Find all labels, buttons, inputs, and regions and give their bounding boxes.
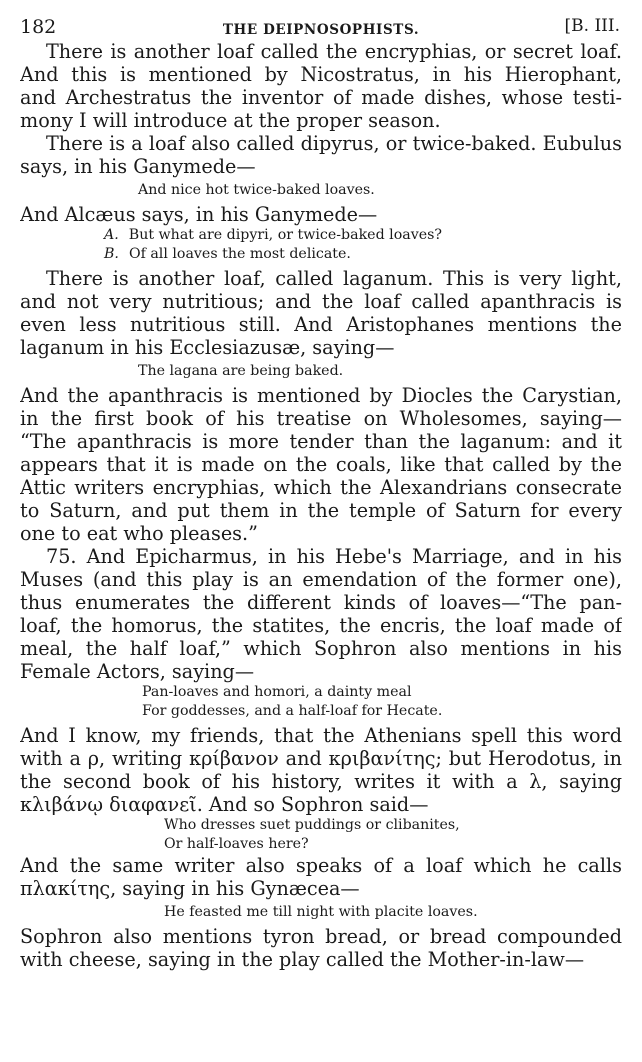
verse-line: Who dresses suet puddings or clibanites,: [164, 817, 460, 833]
paragraph-athenians-spelling: [20, 724, 622, 816]
speaker-label: A.: [104, 227, 119, 243]
text-line: and not very nutritious; and the loaf called apanthracis is: [20, 290, 622, 313]
verse-line: Or half-loaves here?: [164, 836, 309, 852]
text-line: says, in his Ganymede—: [20, 155, 256, 178]
text-line: even less nutritious still. And Aristophanes mentions the: [20, 313, 622, 336]
paragraph-dipyrus: [20, 132, 622, 178]
text-line: meal, the half loaf,” which Sophron also mentions in his: [20, 637, 622, 660]
text-line: the second book of his history, writes it with a λ, saying: [20, 770, 622, 793]
book-marker: [B. III.: [564, 16, 620, 36]
running-title: THE DEIPNOSOPHISTS.: [222, 22, 420, 38]
verse-quote: And nice hot twice-baked loaves.: [138, 182, 375, 198]
text-line: And I know, my friends, that the Athenians spell this word: [20, 724, 622, 747]
dialogue-text: Of all loaves the most delicate.: [128, 246, 351, 262]
book-page: [20, 10, 622, 971]
dialogue-quote: [20, 226, 622, 264]
text-line: to Saturn, and put them in the temple of Saturn for every: [20, 499, 622, 522]
text-line: and Archestratus the inventor of made dishes, whose testi-: [20, 86, 622, 109]
text-line: with cheese, saying in the play called the Mother-in-law—: [20, 948, 585, 971]
text-line: in the first book of his treatise on Wholesomes, saying—: [20, 407, 622, 430]
text-line: Attic writers encryphias, which the Alexandrians consecrate: [20, 476, 622, 499]
text-line: And this is mentioned by Nicostratus, in his Hierophant,: [20, 63, 622, 86]
verse-line: Pan-loaves and homori, a dainty meal: [142, 684, 412, 700]
paragraph-laganum: [20, 267, 622, 359]
text-line: laganum in his Ecclesiazusæ, saying—: [20, 336, 395, 359]
text-line: Sophron also mentions tyron bread, or bread compounded: [20, 925, 622, 948]
verse-quote: He feasted me till night with placite loaves.: [164, 904, 478, 920]
speaker-label: B.: [104, 246, 119, 262]
verse-quote: [20, 683, 622, 721]
text-line: There is another loaf, called laganum. This is very light,: [46, 267, 622, 290]
paragraph-tyron: [20, 925, 622, 971]
text-line: with a ρ, writing κρίβανον and κριβανίτης; but Herodotus, in: [20, 747, 622, 770]
page-number: 182: [20, 16, 57, 38]
verse-quote: [20, 816, 622, 854]
dialogue-line: [20, 226, 622, 245]
dialogue-line: [20, 245, 622, 264]
paragraph-placite: [20, 854, 622, 900]
running-header: [20, 10, 622, 40]
text-line: And the apanthracis is mentioned by Diocles the Carystian,: [20, 384, 622, 407]
text-line: And Alcæus says, in his Ganymede—: [20, 203, 378, 226]
text-line: 75. And Epicharmus, in his Hebe's Marriage, and in his: [46, 545, 622, 568]
text-line: “The apanthracis is more tender than the laganum: and it: [20, 430, 622, 453]
text-line: Muses (and this play is an emendation of the former one),: [20, 568, 622, 591]
text-line: κλιβάνῳ διαφανεῖ. And so Sophron said—: [20, 793, 429, 816]
paragraph-encryphias: [20, 40, 622, 132]
text-line: thus enumerates the different kinds of loaves—“The pan-: [20, 591, 622, 614]
text-line: mony I will introduce at the proper season.: [20, 109, 441, 132]
dialogue-text: But what are dipyri, or twice-baked loaves?: [128, 227, 443, 243]
paragraph-apanthracis: [20, 384, 622, 545]
text-line: πλακίτης, saying in his Gynæcea—: [20, 877, 360, 900]
verse-line: For goddesses, and a half-loaf for Hecate.: [142, 703, 443, 719]
verse-quote: The lagana are being baked.: [138, 363, 344, 379]
text-line: There is a loaf also called dipyrus, or twice-baked. Eubulus: [46, 132, 622, 155]
text-line: loaf, the homorus, the statites, the encris, the loaf made of: [20, 614, 622, 637]
text-line: And the same writer also speaks of a loaf which he calls: [20, 854, 622, 877]
paragraph-75-epicharmus: [20, 545, 622, 683]
text-line: There is another loaf called the encryphias, or secret loaf.: [46, 40, 622, 63]
text-line: one to eat who pleases.”: [20, 522, 258, 545]
text-line: appears that it is made on the coals, like that called by the: [20, 453, 622, 476]
text-line: Female Actors, saying—: [20, 660, 255, 683]
